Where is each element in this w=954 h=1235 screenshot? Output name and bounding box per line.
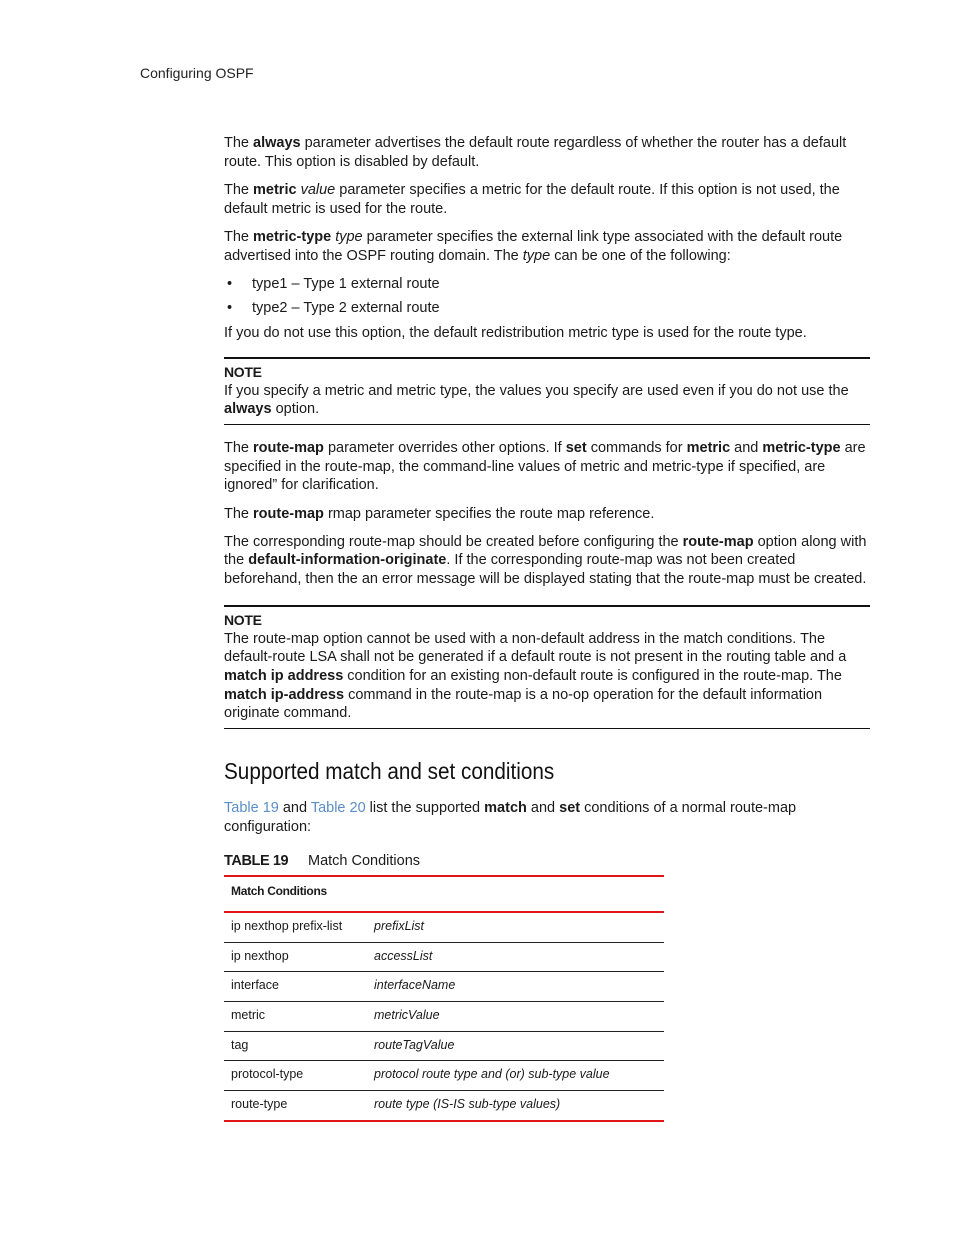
text: command in the route-map is a no-op operation for the default information originate command. (224, 686, 823, 722)
table-cell: metricValue (367, 1002, 664, 1032)
table-row (224, 1061, 664, 1091)
text: and (730, 439, 763, 456)
table-row (224, 1002, 664, 1032)
table-cell: metric (224, 1002, 367, 1032)
table-cell: protocol-type (224, 1061, 367, 1091)
text: The (224, 228, 254, 245)
keyword-metric: metric (686, 439, 731, 456)
text: The route-map option cannot be used with a non-default address in the match conditions. The default-route LSA shall not be generated if a default route is not present in the routing table and a (224, 630, 847, 666)
keyword-metric: metric (253, 181, 297, 198)
text: The (224, 439, 254, 456)
text: parameter specifies the external link type associated with the default route advertised into the OSPF routing domain. The (224, 228, 843, 264)
paragraph-always (224, 134, 870, 171)
keyword-always: always (253, 135, 301, 151)
text: option. (271, 401, 320, 418)
table-cell: protocol route type and (or) sub-type value (367, 1061, 664, 1091)
table-row (224, 1091, 664, 1121)
table-caption-text: Match Conditions (308, 853, 421, 870)
table-row (224, 912, 664, 942)
text: and (526, 800, 560, 817)
text: The corresponding route-map should be created before configuring the (224, 533, 683, 550)
table-cell: accessList (367, 942, 664, 972)
variable-value: value (300, 181, 336, 198)
paragraph-metric-type (224, 228, 870, 265)
paragraph-tables (224, 799, 870, 836)
keyword-always: always (224, 401, 272, 418)
table-row (224, 942, 664, 972)
paragraph-metric (224, 181, 870, 218)
text: can be one of the following: (550, 247, 731, 264)
paragraph-route-map (224, 439, 870, 495)
table-cell: ip nexthop prefix-list (224, 912, 367, 942)
list-item: • type2 – Type 2 external route (224, 299, 870, 318)
text: are specified in the route-map, the command-line values of metric and metric-type if specified, are ignored” for clarification. (224, 439, 866, 494)
text: list the supported (365, 800, 485, 817)
table-cell: route type (IS-IS sub-type values) (367, 1091, 664, 1121)
variable-type: type (335, 228, 363, 245)
text: The (224, 181, 254, 198)
text: conditions of a normal route-map configuration: (224, 800, 797, 835)
keyword-route-map: route-map (253, 439, 324, 456)
list-item: • type1 – Type 1 external route (224, 275, 870, 294)
text: If you specify a metric and metric type, the values you specify are used even if you do not use the (224, 382, 849, 399)
keyword-default-information-originate: default-information-originate (248, 552, 447, 569)
table-cell: interface (224, 972, 367, 1002)
link-table-20[interactable]: Table 20 (310, 800, 366, 817)
note-box (224, 357, 870, 425)
keyword-set: set (559, 800, 581, 817)
note-text (224, 630, 870, 724)
link-table-19[interactable]: Table 19 (224, 800, 279, 817)
keyword-metric-type: metric-type (253, 228, 332, 245)
table-header: Match Conditions (224, 876, 664, 912)
variable-type: type (522, 247, 551, 264)
text: parameter specifies a metric for the default route. If this option is not used, the default metric is used for the route. (224, 181, 840, 217)
keyword-set: set (565, 439, 587, 456)
paragraph-no-option: If you do not use this option, the default redistribution metric type is used for the route type. (224, 325, 807, 342)
text: condition for an existing non-default route is configured in the route-map. The (343, 667, 842, 684)
note-label: NOTE (224, 611, 262, 628)
paragraph-corresponding (224, 533, 870, 589)
note-box (224, 605, 870, 729)
note-text (224, 382, 870, 419)
table-cell: interfaceName (367, 972, 664, 1002)
paragraph-rmap (224, 505, 870, 524)
text: and (278, 800, 311, 817)
match-conditions-table (224, 875, 664, 1122)
table-cell: routeTagValue (367, 1031, 664, 1061)
text: parameter advertises the default route regardless of whether the router has a default route. This option is disabled by default. (224, 135, 847, 170)
table-cell: ip nexthop (224, 942, 367, 972)
table-header-row (224, 876, 664, 912)
running-head: Configuring OSPF (140, 65, 254, 81)
section-title: Supported match and set conditions (224, 758, 555, 785)
keyword-metric-type: metric-type (762, 439, 841, 456)
table-row (224, 1031, 664, 1061)
text: . If the corresponding route-map was not been created beforehand, then the an error message will be displayed stating that the route-map must be created. (224, 552, 867, 588)
keyword-route-map: route-map (253, 505, 324, 522)
bullet-list (224, 275, 870, 318)
page-content (224, 134, 870, 1122)
text: rmap parameter specifies the route map reference. (323, 505, 655, 522)
table-caption (224, 852, 870, 871)
table-row (224, 972, 664, 1002)
text: parameter overrides other options. If (323, 439, 566, 456)
table-cell: prefixList (367, 912, 664, 942)
text: The (224, 135, 254, 151)
note-label: NOTE (224, 363, 262, 380)
keyword-route-map: route-map (682, 533, 754, 550)
text: The (224, 505, 254, 522)
text: option along with the (224, 533, 867, 569)
table-cell: tag (224, 1031, 367, 1061)
keyword-match: match (484, 800, 527, 817)
keyword-match-ip-address: match ip-address (224, 686, 345, 703)
table-cell: route-type (224, 1091, 367, 1121)
table-number: TABLE 19 (224, 853, 289, 870)
keyword-match-ip-address: match ip address (224, 667, 344, 684)
text: commands for (586, 439, 687, 456)
